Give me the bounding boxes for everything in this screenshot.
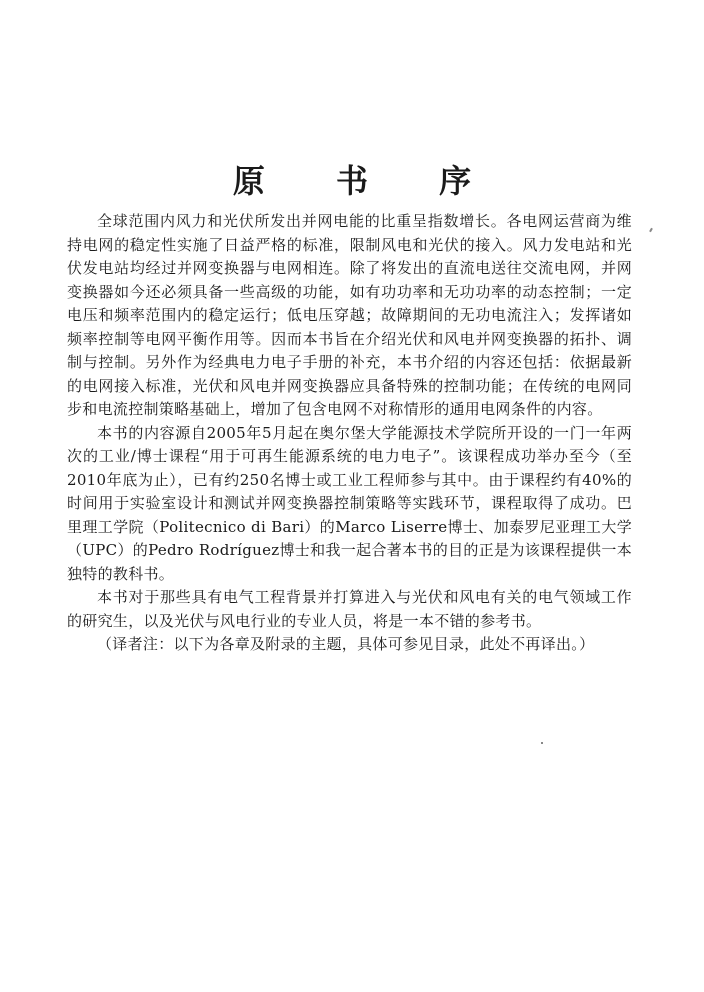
scan-speck — [649, 228, 653, 232]
paragraph-course-origin: 本书的内容源自2005年5月起在奥尔堡大学能源技术学院所开设的一门一年两次的工业/博士课程“用于可再生能源系统的电力电子”。该课程成功举办至今（至2010年底为止），已有约250名博士或工业工程师参与其中。由于课程约有40%的时间用于实验室设计和测试并网变换器控制策略等实践环节，课程取得了成功。巴里理工学院（Politecnico di Bari）的Marco Liserre博士、加泰罗尼亚理工大学（UPC）的Pedro Rodríguez博士和我一起合著本书的目的正是为该课程提供一本独特的教科书。 — [67, 423, 632, 583]
scan-speck — [541, 742, 543, 744]
body-text — [67, 210, 632, 657]
paragraph-translator-note: （译者注：以下为各章及附录的主题，具体可参见目录，此处不再译出。） — [97, 635, 595, 653]
page-title: 原 书 序 — [232, 162, 502, 201]
paragraph-intro: 全球范围内风力和光伏所发出并网电能的比重呈指数增长。各电网运营商为维持电网的稳定性实施了日益严格的标准，限制风电和光伏的接入。风力发电站和光伏发电站均经过并网变换器与电网相连。除了将发出的直流电送往交流电网，并网变换器如今还必须具备一些高级的功能，如有功功率和无功功率的动态控制；一定电压和频率范围内的稳定运行；低电压穿越；故障期间的无功电流注入；发挥诸如频率控制等电网平衡作用等。因而本书旨在介绍光伏和风电并网变换器的拓扑、调制与控制。另外作为经典电力电子手册的补充，本书介绍的内容还包括：依据最新的电网接入标准，光伏和风电并网变换器应具备特殊的控制功能；在传统的电网同步和电流控制策略基础上，增加了包含电网不对称情形的通用电网条件的内容。 — [67, 212, 632, 418]
paragraph-audience: 本书对于那些具有电气工程背景并打算进入与光伏和风电有关的电气领域工作的研究生，以及光伏与风电行业的专业人员，将是一本不错的参考书。 — [67, 588, 632, 630]
